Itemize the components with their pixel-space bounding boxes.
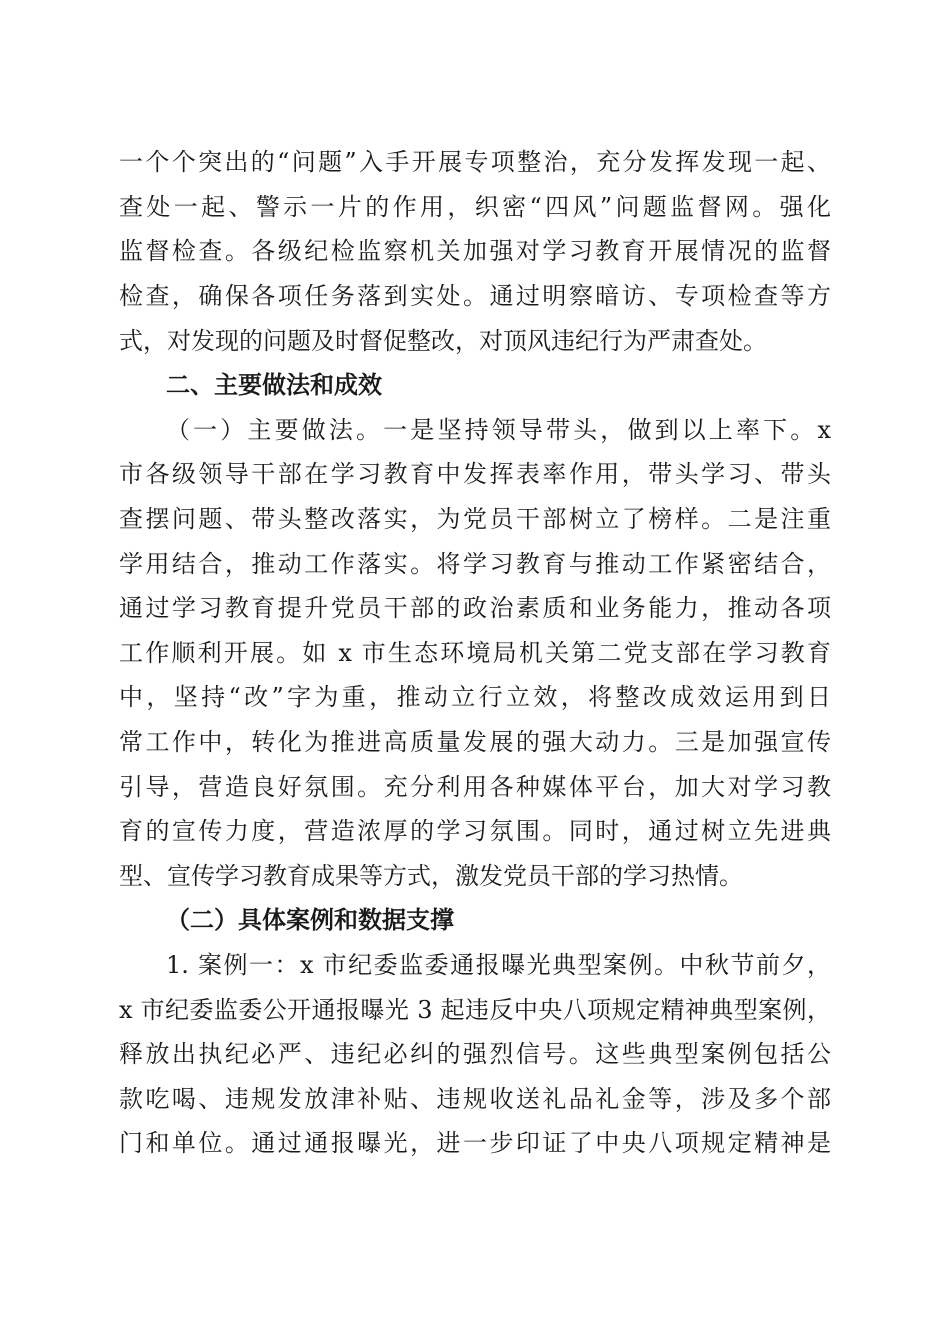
paragraph-line: 款吃喝、违规发放津补贴、违规收送礼品礼金等，涉及多个部	[119, 1085, 831, 1113]
paragraph-line: 检查，确保各项任务落到实处。通过明察暗访、专项检查等方	[119, 282, 831, 310]
paragraph-line: 中，坚持“改”字为重，推动立行立效，将整改成效运用到日	[119, 683, 831, 711]
paragraph-line: 育的宣传力度，营造浓厚的学习氛围。同时，通过树立先进典	[119, 817, 831, 845]
paragraph-line: 监督检查。各级纪检监察机关加强对学习教育开展情况的监督	[119, 237, 831, 265]
paragraph-line: 常工作中，转化为推进高质量发展的强大动力。三是加强宣传	[119, 728, 831, 756]
paragraph-line: 查处一起、警示一片的作用，织密“四风”问题监督网。强化	[119, 193, 831, 221]
paragraph-line: x 市纪委监委公开通报曝光 3 起违反中央八项规定精神典型案例，	[119, 996, 831, 1024]
paragraph-line: 工作顺利开展。如 x 市生态环境局机关第二党支部在学习教育	[119, 639, 831, 667]
paragraph-line: 引导，营造良好氛围。充分利用各种媒体平台，加大对学习教	[119, 773, 831, 801]
paragraph-line: 通过学习教育提升党员干部的政治素质和业务能力，推动各项	[119, 594, 831, 622]
paragraph-line: 型、宣传学习教育成果等方式，激发党员干部的学习热情。	[119, 862, 743, 890]
paragraph-line: 1. 案例一：x 市纪委监委通报曝光典型案例。中秋节前夕，	[166, 951, 831, 979]
paragraph-line: 学用结合，推动工作落实。将学习教育与推动工作紧密结合，	[119, 550, 831, 578]
paragraph-line: 一个个突出的“问题”入手开展专项整治，充分发挥发现一起、	[119, 148, 831, 176]
subsection-heading: （二）具体案例和数据支撑	[166, 905, 454, 934]
paragraph-line: 释放出执纪必严、违纪必纠的强烈信号。这些典型案例包括公	[119, 1040, 831, 1068]
section-heading: 二、主要做法和成效	[166, 371, 382, 399]
paragraph-line: 查摆问题、带头整改落实，为党员干部树立了榜样。二是注重	[119, 505, 831, 533]
paragraph-line: （一）主要做法。一是坚持领导带头，做到以上率下。x	[166, 416, 831, 444]
paragraph-line: 门和单位。通过通报曝光，进一步印证了中央八项规定精神是	[119, 1129, 831, 1157]
paragraph-line: 式，对发现的问题及时督促整改，对顶风违纪行为严肃查处。	[119, 327, 767, 355]
paragraph-line: 市各级领导干部在学习教育中发挥表率作用，带头学习、带头	[119, 460, 831, 488]
